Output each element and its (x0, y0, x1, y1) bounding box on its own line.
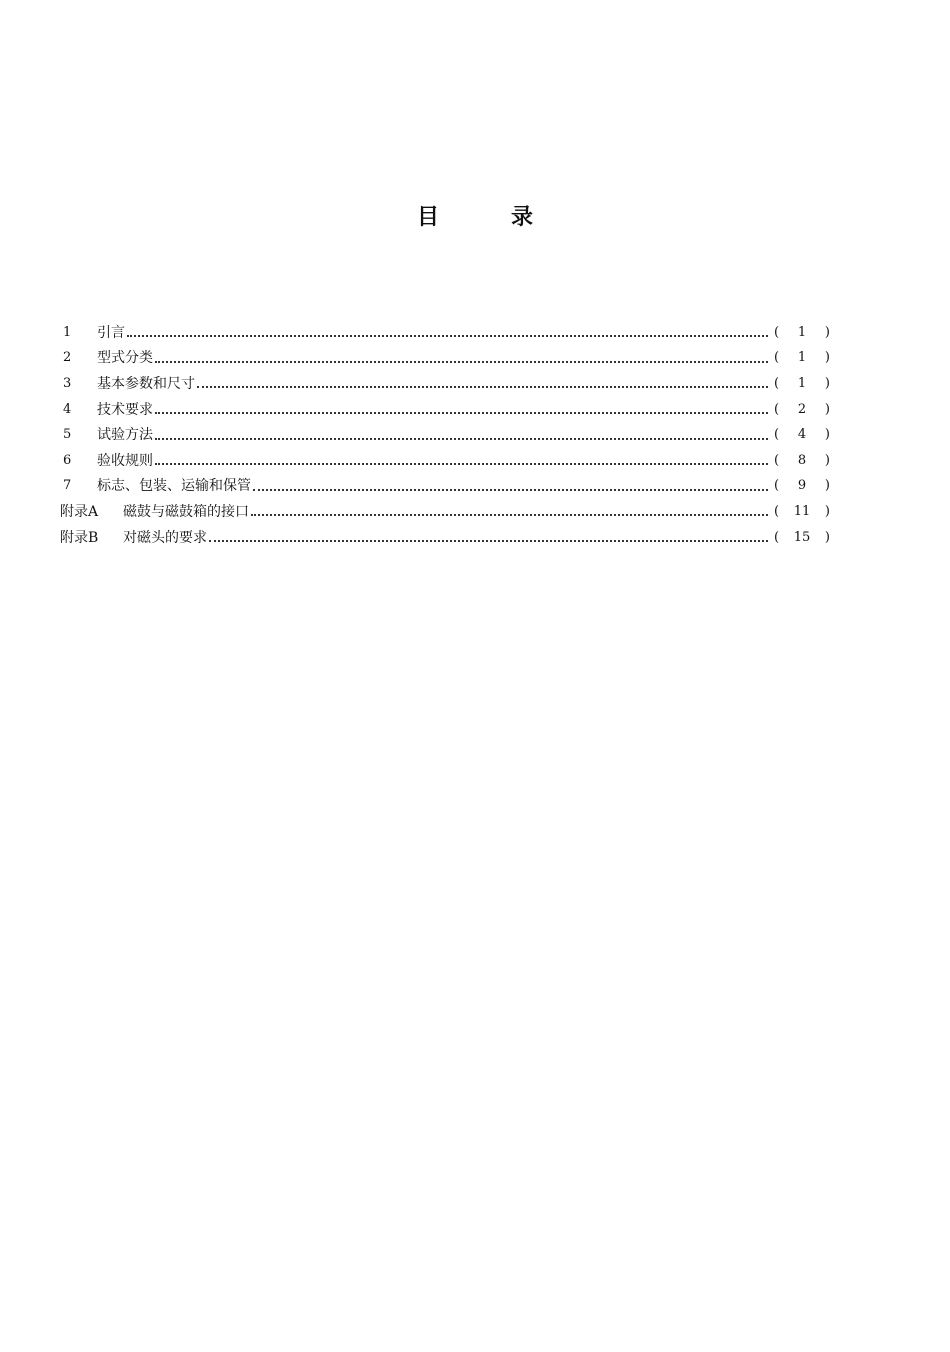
toc-entry[interactable] (60, 448, 830, 474)
title-char-2: 录 (511, 205, 534, 230)
paren-open: ( (774, 478, 780, 494)
paren-open: ( (774, 503, 780, 519)
toc-leader-dots (127, 334, 768, 337)
toc-entry-label: 磁鼓与磁鼓箱的接口 (123, 503, 249, 520)
toc-leader-dots (155, 437, 768, 440)
paren-open: ( (774, 350, 780, 366)
toc-entry[interactable] (60, 422, 830, 448)
toc-entry-label: 标志、包装、运输和保管 (97, 478, 251, 495)
toc-entry-page (774, 325, 830, 341)
toc-leader-dots (197, 385, 768, 388)
paren-close: ) (824, 529, 830, 545)
paren-close: ) (824, 478, 830, 494)
toc-entry-page (774, 427, 830, 443)
toc-entry-page (774, 453, 830, 469)
page-number: 1 (797, 350, 807, 366)
toc-entry-page (774, 350, 830, 366)
toc-entry-appendix-a[interactable] (60, 499, 830, 525)
paren-close: ) (824, 427, 830, 443)
page-number: 1 (797, 324, 807, 340)
page-number: 15 (793, 529, 811, 545)
toc-entry-number: 附录A (60, 503, 99, 520)
paren-open: ( (774, 324, 780, 340)
toc-entry[interactable] (60, 346, 830, 372)
table-of-contents (60, 320, 830, 550)
paren-open: ( (774, 427, 780, 443)
paren-open: ( (774, 529, 780, 545)
toc-entry[interactable] (60, 320, 830, 346)
toc-entry-number: 5 (63, 427, 72, 443)
page-number: 9 (797, 478, 807, 494)
page-number: 1 (797, 375, 807, 391)
toc-entry-page (774, 504, 830, 520)
toc-leader-dots (209, 539, 768, 542)
toc-leader-dots (251, 513, 768, 516)
paren-close: ) (824, 324, 830, 340)
toc-entry-label: 验收规则 (97, 452, 153, 469)
paren-close: ) (824, 401, 830, 417)
toc-entry-label: 引言 (97, 324, 125, 341)
toc-entry-page (774, 402, 830, 418)
toc-entry-appendix-b[interactable] (60, 525, 830, 551)
toc-leader-dots (155, 360, 768, 363)
toc-entry-number: 3 (63, 375, 72, 391)
toc-entry-number: 2 (63, 350, 72, 366)
paren-open: ( (774, 375, 780, 391)
paren-open: ( (774, 452, 780, 468)
title-char-1: 目 (416, 205, 439, 230)
toc-entry-page (774, 478, 830, 494)
toc-entry-label: 技术要求 (97, 401, 153, 418)
toc-entry[interactable] (60, 371, 830, 397)
toc-entry-number: 附录B (60, 529, 99, 546)
paren-close: ) (824, 375, 830, 391)
toc-entry-label: 试验方法 (97, 427, 153, 444)
toc-entry-number: 4 (63, 401, 72, 417)
toc-entry-number: 7 (63, 478, 72, 494)
toc-entry-label: 基本参数和尺寸 (97, 375, 195, 392)
page-number: 4 (797, 427, 807, 443)
toc-entry[interactable] (60, 474, 830, 500)
toc-entry-label: 型式分类 (97, 350, 153, 367)
toc-entry-page (774, 376, 830, 392)
paren-close: ) (824, 503, 830, 519)
toc-leader-dots (253, 488, 768, 491)
page-number: 11 (793, 503, 811, 519)
paren-close: ) (824, 350, 830, 366)
page-title (0, 200, 950, 231)
toc-entry-number: 1 (63, 324, 72, 340)
toc-entry-label: 对磁头的要求 (123, 529, 207, 546)
toc-leader-dots (155, 411, 768, 414)
page-number: 2 (797, 401, 807, 417)
page-number: 8 (797, 452, 807, 468)
paren-close: ) (824, 452, 830, 468)
toc-entry-page (774, 530, 830, 546)
toc-entry[interactable] (60, 397, 830, 423)
paren-open: ( (774, 401, 780, 417)
toc-entry-number: 6 (63, 452, 72, 468)
toc-leader-dots (155, 462, 768, 465)
